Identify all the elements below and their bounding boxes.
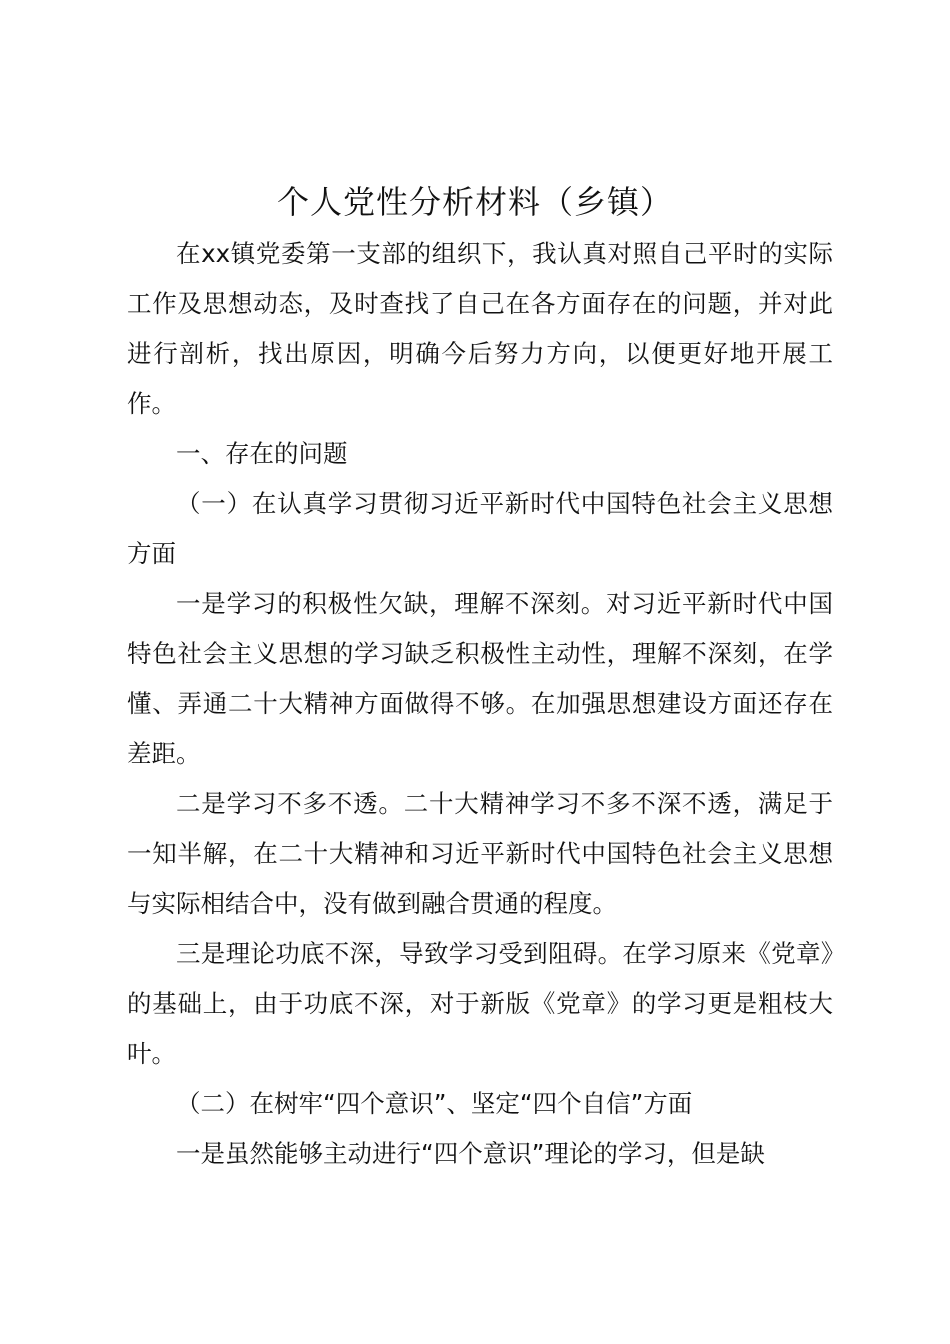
subsection-heading-1: （一）在认真学习贯彻习近平新时代中国特色社会主义思想方面 <box>127 489 833 568</box>
paragraph-point-4: 一是虽然能够主动进行“四个意识”理论的学习，但是缺 <box>176 1139 765 1168</box>
paragraph-point-1: 一是学习的积极性欠缺，理解不深刻。对习近平新时代中国特色社会主义思想的学习缺乏积极性主动性，理解不深刻，在学懂、弄通二十大精神方面做得不够。在加强思想建设方面还存在差距。 <box>127 589 833 768</box>
paragraph-point-3: 三是理论功底不深，导致学习受到阻碍。在学习原来《党章》的基础上，由于功底不深，对于新版《党章》的学习更是粗枝大叶。 <box>127 939 833 1068</box>
subsection-heading-2: （二）在树牢“四个意识”、坚定“四个自信”方面 <box>176 1089 693 1118</box>
document-body <box>127 229 833 1179</box>
intro-paragraph: 在xx镇党委第一支部的组织下，我认真对照自己平时的实际工作及思想动态，及时查找了自己在各方面存在的问题，并对此进行剖析，找出原因，明确今后努力方向，以便更好地开展工作。 <box>127 239 833 418</box>
document-title: 个人党性分析材料（乡镇） <box>276 183 673 221</box>
paragraph-point-2: 二是学习不多不透。二十大精神学习不多不深不透，满足于一知半解，在二十大精神和习近平新时代中国特色社会主义思想与实际相结合中，没有做到融合贯通的程度。 <box>127 789 833 918</box>
section-heading-problems: 一、存在的问题 <box>176 439 348 468</box>
